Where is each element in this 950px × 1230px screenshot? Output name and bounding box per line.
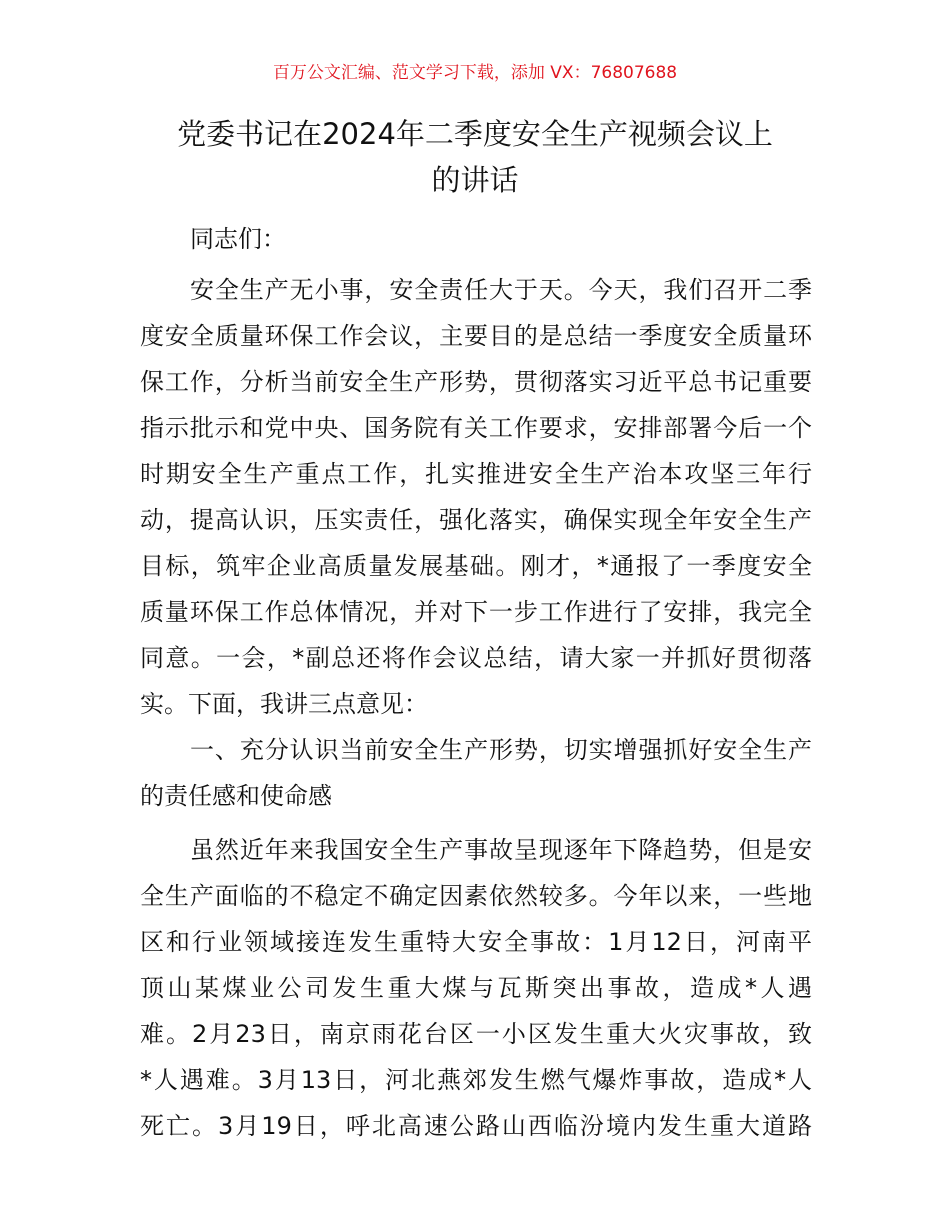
- paragraph-line: 同意。一会，*副总还将作会议总结，请大家一并抓好贯彻落: [140, 644, 812, 672]
- paragraph-line: 保工作，分析当前安全生产形势，贯彻落实习近平总书记重要: [140, 368, 812, 396]
- paragraph-line: 时期安全生产重点工作，扎实推进安全生产治本攻坚三年行: [140, 460, 812, 488]
- paragraph-line: 指示批示和党中央、国务院有关工作要求，安排部署今后一个: [140, 414, 812, 442]
- document-title-line-1: 党委书记在2024年二季度安全生产视频会议上: [177, 117, 773, 151]
- document-title-line-2: 的讲话: [431, 163, 519, 197]
- watermark-header: 百万公文汇编、范文学习下载，添加 VX：76807688: [272, 63, 678, 83]
- paragraph-line: 实。下面，我讲三点意见：: [140, 690, 428, 718]
- paragraph-line: 度安全质量环保工作会议，主要目的是总结一季度安全质量环: [140, 322, 812, 350]
- paragraph-line: 同志们：: [190, 225, 286, 253]
- paragraph-line: 虽然近年来我国安全生产事故呈现逐年下降趋势，但是安: [190, 836, 812, 864]
- paragraph-line: 质量环保工作总体情况，并对下一步工作进行了安排，我完全: [140, 598, 812, 626]
- paragraph-line: 难。2月23日，南京雨花台区一小区发生重大火灾事故，致: [140, 1020, 812, 1048]
- paragraph-line: *人遇难。3月13日，河北燕郊发生燃气爆炸事故，造成*人: [140, 1066, 812, 1094]
- paragraph-line: 全生产面临的不稳定不确定因素依然较多。今年以来，一些地: [140, 882, 812, 910]
- paragraph-line: 区和行业领域接连发生重特大安全事故：1月12日，河南平: [140, 928, 812, 956]
- paragraph-line: 死亡。3月19日，呼北高速公路山西临汾境内发生重大道路: [140, 1112, 812, 1140]
- paragraph-line: 动，提高认识，压实责任，强化落实，确保实现全年安全生产: [140, 506, 812, 534]
- paragraph-line: 目标，筑牢企业高质量发展基础。刚才，*通报了一季度安全: [140, 552, 812, 580]
- paragraph-line: 的责任感和使命感: [140, 782, 332, 810]
- paragraph-line: 顶山某煤业公司发生重大煤与瓦斯突出事故，造成*人遇: [140, 974, 812, 1002]
- paragraph-line: 安全生产无小事，安全责任大于天。今天，我们召开二季: [190, 276, 812, 304]
- paragraph-line: 一、充分认识当前安全生产形势，切实增强抓好安全生产: [190, 736, 812, 764]
